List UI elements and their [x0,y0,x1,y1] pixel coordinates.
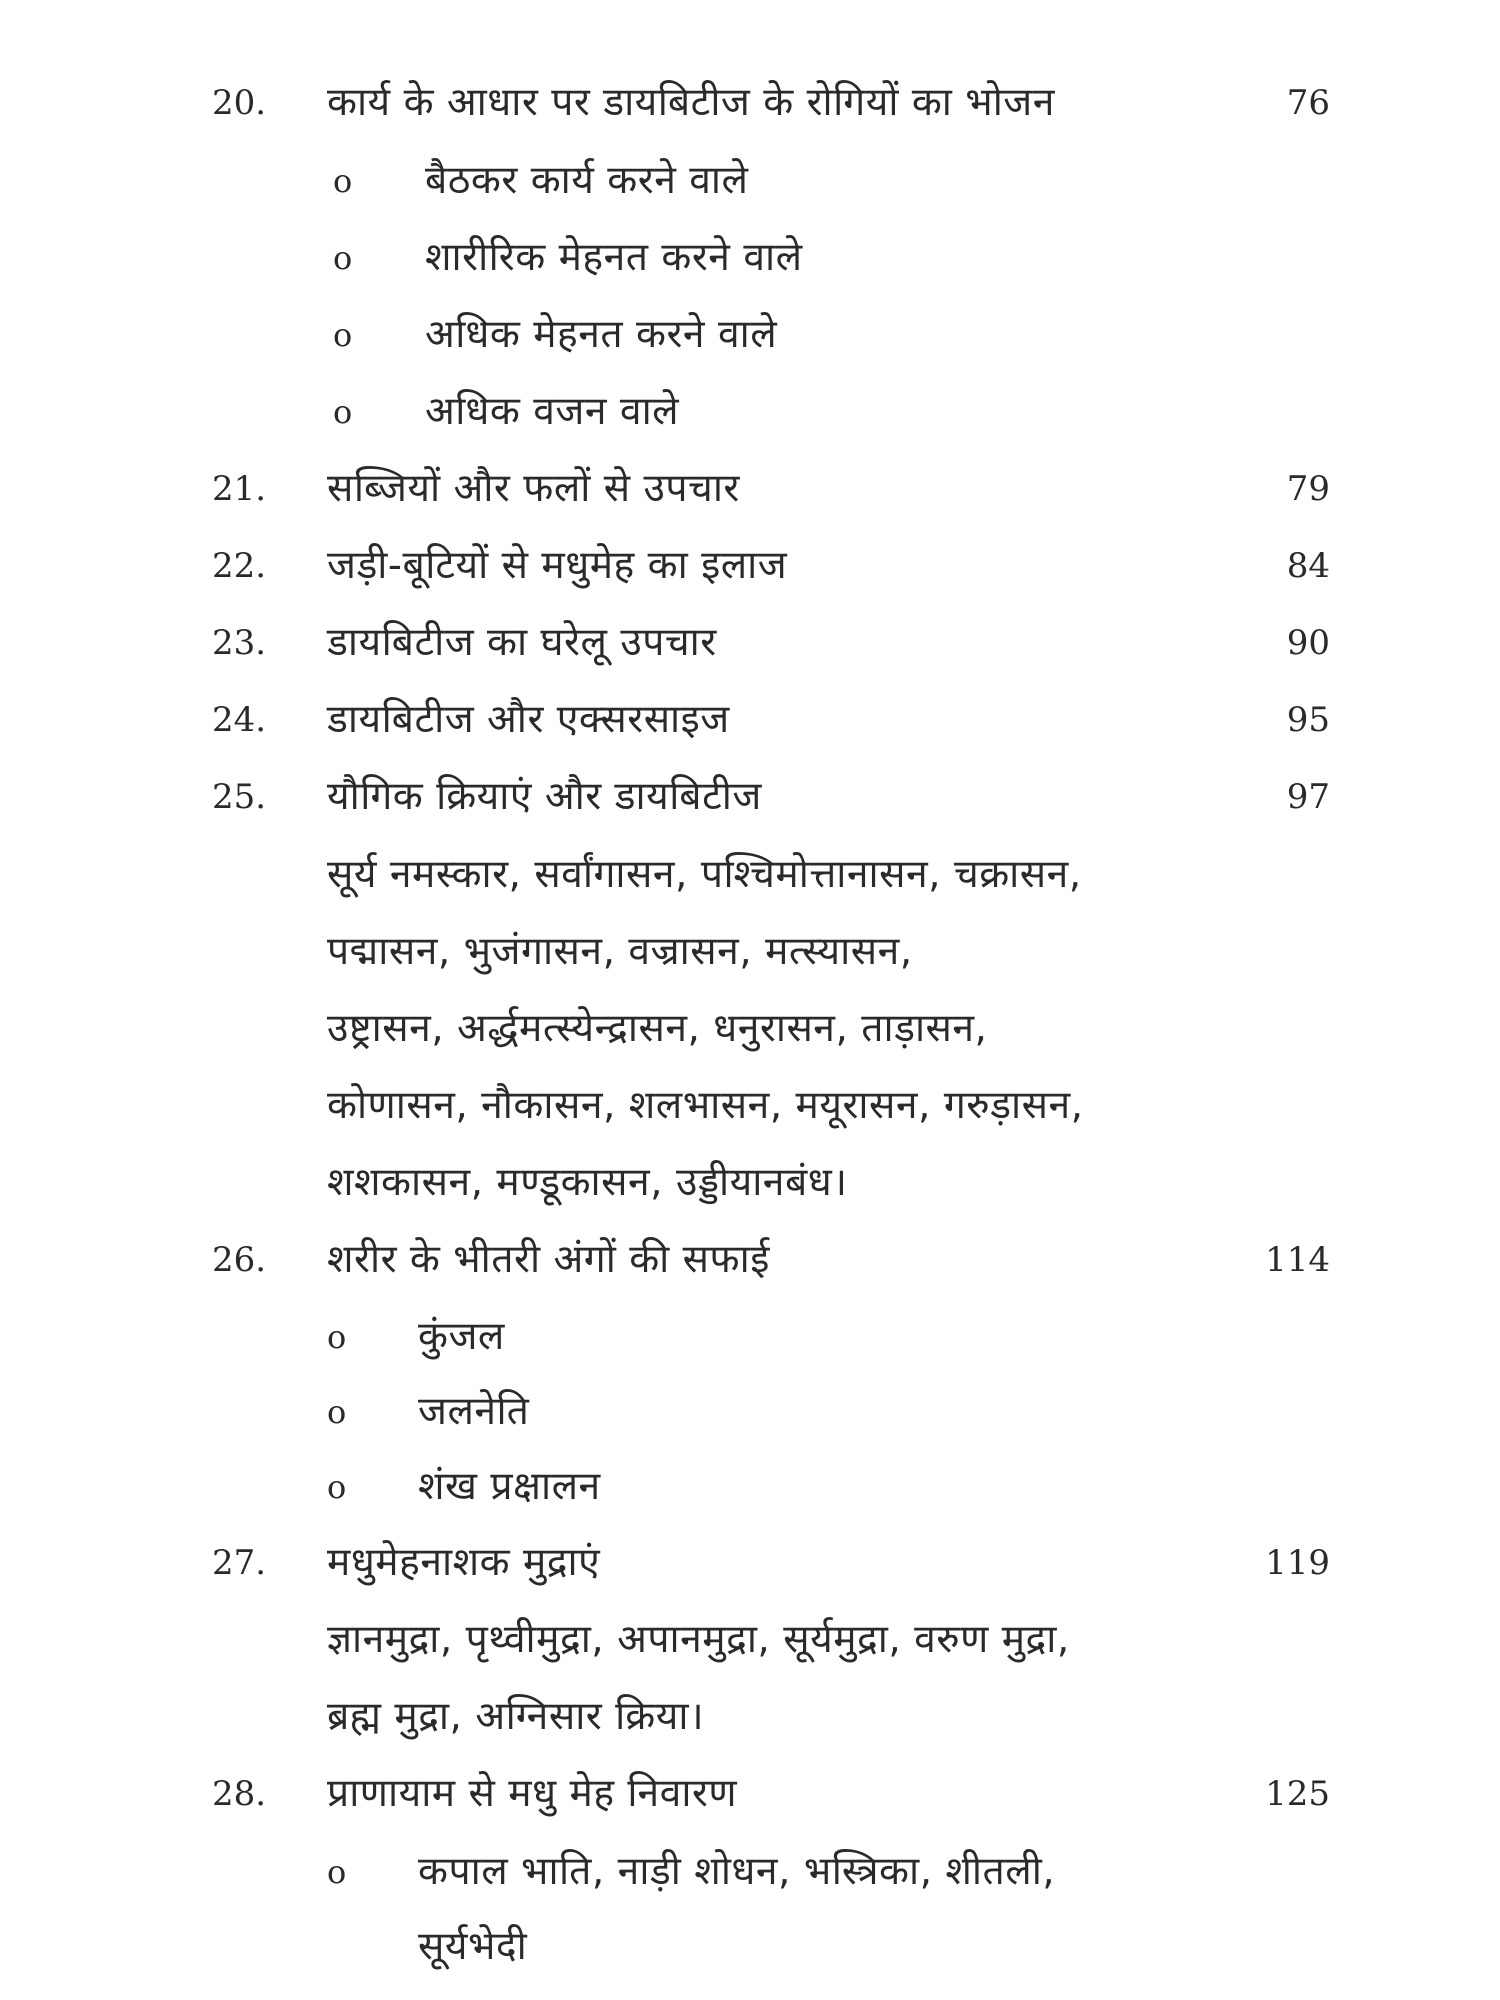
list-item [0,377,1500,447]
bullet-text: अधिक वजन वाले [425,389,680,434]
list-item [0,1302,1500,1372]
entry-number: 22. [212,546,267,586]
entry-title: कार्य के आधार पर डायबिटीज के रोगियों का भोजन [327,80,1055,125]
entry-number: 24. [212,700,267,740]
bullet-text: बैठकर कार्य करने वाले [425,158,749,203]
entry-description-line: शशकासन, मण्डूकासन, उड्डीयानबंध। [327,1160,848,1205]
entry-number: 23. [212,623,267,663]
list-item [0,146,1500,216]
list-item [0,1452,1500,1522]
entry-description-line: कोणासन, नौकासन, शलभासन, मयूरासन, गरुड़ासन, [327,1083,1084,1128]
bullet-continuation: सूर्यभेदी [418,1924,528,1969]
bullet-marker: o [333,162,353,200]
entry-page-number: 90 [1286,623,1330,663]
toc-entry-23[interactable] [0,608,1500,678]
list-item [0,223,1500,293]
entry-title: शरीर के भीतरी अंगों की सफाई [327,1237,770,1282]
bullet-text: शारीरिक मेहनत करने वाले [425,235,803,280]
toc-entry-27[interactable] [0,1528,1500,1598]
entry-title: जड़ी-बूटियों से मधुमेह का इलाज [327,543,788,588]
list-item [0,300,1500,370]
bullet-marker: o [327,1468,347,1506]
entry-title: यौगिक क्रियाएं और डायबिटीज [327,774,762,819]
entry-page-number: 76 [1286,83,1330,123]
bullet-text: कपाल भाति, नाड़ी शोधन, भस्त्रिका, शीतली, [418,1849,1056,1894]
entry-page-number: 125 [1265,1774,1330,1814]
toc-entry-28[interactable] [0,1759,1500,1829]
entry-page-number: 84 [1286,546,1330,586]
toc-entry-22[interactable] [0,531,1500,601]
entry-number: 26. [212,1240,267,1280]
entry-title: डायबिटीज का घरेलू उपचार [327,620,717,665]
entry-number: 27. [212,1543,267,1583]
toc-entry-25[interactable] [0,762,1500,832]
entry-page-number: 97 [1286,777,1330,817]
bullet-text: शंख प्रक्षालन [418,1464,601,1509]
bullet-text: जलनेति [418,1389,530,1434]
toc-entry-21[interactable] [0,454,1500,524]
entry-page-number: 114 [1265,1240,1330,1280]
entry-page-number: 95 [1286,700,1330,740]
entry-description-line: ब्रह्म मुद्रा, अग्निसार क्रिया। [327,1694,705,1739]
list-item [0,1837,1500,1907]
entry-title: प्राणायाम से मधु मेह निवारण [327,1771,738,1816]
list-item [0,1377,1500,1447]
entry-description-line: उष्ट्रासन, अर्द्धमत्स्येन्द्रासन, धनुरासन, ताड़ासन, [327,1006,988,1051]
entry-description-line: ज्ञानमुद्रा, पृथ्वीमुद्रा, अपानमुद्रा, सूर्यमुद्रा, वरुण मुद्रा, [327,1617,1070,1662]
entry-title: मधुमेहनाशक मुद्राएं [327,1540,601,1585]
entry-title: डायबिटीज और एक्सरसाइज [327,697,730,742]
entry-page-number: 119 [1265,1543,1330,1583]
entry-number: 21. [212,469,267,509]
bullet-marker: o [333,239,353,277]
entry-page-number: 79 [1286,469,1330,509]
bullet-text: अधिक मेहनत करने वाले [425,312,778,357]
bullet-marker: o [327,1853,347,1891]
entry-number: 28. [212,1774,267,1814]
bullet-marker: o [333,316,353,354]
entry-number: 25. [212,777,267,817]
toc-entry-24[interactable] [0,685,1500,755]
bullet-marker: o [333,393,353,431]
entry-description-line: सूर्य नमस्कार, सर्वांगासन, पश्चिमोत्तानासन, चक्रासन, [327,852,1082,897]
toc-entry-26[interactable] [0,1225,1500,1295]
bullet-marker: o [327,1318,347,1356]
bullet-text: कुंजल [418,1314,505,1359]
toc-entry-20[interactable] [0,68,1500,138]
entry-title: सब्जियों और फलों से उपचार [327,466,740,511]
bullet-marker: o [327,1393,347,1431]
entry-number: 20. [212,83,267,123]
entry-description-line: पद्मासन, भुजंगासन, वज्रासन, मत्स्यासन, [327,929,913,974]
